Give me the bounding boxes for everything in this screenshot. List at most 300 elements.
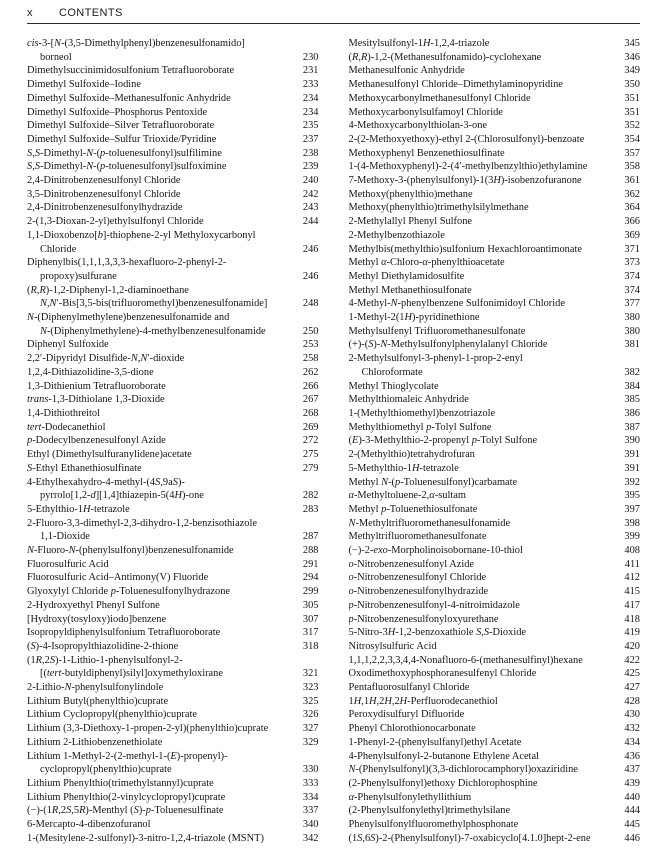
entry-page-number: 391 <box>624 449 640 461</box>
entry-title: Lithium (3,3-Diethoxy-1-propen-2-yl)(phenylthio)cuprate <box>27 723 269 735</box>
entry-title: 2-Methylbenzothiazole <box>348 229 445 241</box>
toc-entry <box>27 407 319 421</box>
toc-entry-line <box>349 736 641 750</box>
entry-page-number: 385 <box>624 394 640 406</box>
toc-entry-line <box>27 64 319 78</box>
toc-entry <box>27 613 319 627</box>
entry-page-number: 294 <box>302 572 319 584</box>
toc-entry-line <box>349 119 641 133</box>
toc-entry-line <box>349 160 641 174</box>
toc-entry-line <box>349 517 641 531</box>
entry-title: 4-Ethylhexahydro-4-methyl-(4S,9aS)- <box>27 476 185 488</box>
toc-entry-line <box>27 407 319 421</box>
entry-title: 2-(2-Methoxyethoxy)-ethyl 2-(Chlorosulfonyl)-benzoate <box>348 133 585 145</box>
entry-page-number: 380 <box>624 325 640 337</box>
entry-title: 1,1-Dioxide <box>40 531 90 543</box>
entry-title: 1,2,4-Dithiazolidine-3,5-dione <box>27 366 154 378</box>
toc-entry <box>349 352 641 379</box>
toc-entry <box>349 37 641 51</box>
entry-page-number: 317 <box>302 627 319 639</box>
toc-entry <box>27 777 319 791</box>
entry-page-number: 318 <box>302 640 319 652</box>
entry-page-number: 408 <box>624 545 640 557</box>
toc-entry <box>349 763 641 777</box>
entry-page-number: 415 <box>624 586 640 598</box>
toc-entry-line <box>349 147 641 161</box>
entry-title: N,N′-Bis[3,5-bis(trifluoromethyl)benzenesulfonamide] <box>40 298 268 310</box>
entry-title: Methanesulfonyl Chloride–Dimethylaminopyridine <box>348 79 563 91</box>
toc-entry <box>27 708 319 722</box>
toc-entry-line <box>349 229 641 243</box>
entry-page-number: 380 <box>624 312 640 324</box>
entry-title: Methoxy(phenylthio)trimethylsilylmethane <box>348 202 529 214</box>
toc-entry <box>27 544 319 558</box>
toc-columns <box>27 37 640 845</box>
toc-entry <box>27 119 319 133</box>
entry-page-number: 275 <box>302 449 319 461</box>
toc-entry <box>349 380 641 394</box>
toc-entry-line <box>27 366 319 380</box>
toc-entry-line <box>27 215 319 229</box>
toc-entry-line <box>27 517 319 531</box>
entry-title: Lithium Phenylthio(trimethylstannyl)cuprate <box>27 777 214 789</box>
entry-title: 1-(Methylthiomethyl)benzotriazole <box>348 407 496 419</box>
toc-entry <box>349 215 641 229</box>
entry-title: Mesitylsulfonyl-1H-1,2,4-triazole <box>348 38 490 49</box>
entry-page-number: 327 <box>302 723 319 735</box>
entry-title: (E)-3-Methylthio-2-propenyl p-Tolyl Sulfone <box>348 435 538 447</box>
toc-entry <box>27 585 319 599</box>
entry-page-number: 362 <box>624 188 640 200</box>
entry-page-number: 239 <box>302 161 319 173</box>
toc-entry-line <box>27 599 319 613</box>
toc-entry <box>349 448 641 462</box>
toc-entry <box>27 256 319 283</box>
toc-entry-line <box>349 78 641 92</box>
entry-page-number: 427 <box>624 682 640 694</box>
entry-page-number: 351 <box>624 92 640 104</box>
toc-entry <box>27 92 319 106</box>
toc-entry-line <box>27 462 319 476</box>
toc-entry-line <box>349 352 641 366</box>
entry-title: 6-Mercapto-4-dibenzofuranol <box>27 819 151 831</box>
toc-entry <box>349 147 641 161</box>
toc-entry <box>27 201 319 215</box>
entry-page-number: 422 <box>624 654 640 666</box>
toc-entry-line <box>349 476 641 490</box>
toc-entry-line <box>349 654 641 668</box>
toc-entry-line <box>27 722 319 736</box>
entry-page-number: 269 <box>302 421 319 433</box>
entry-title: 2-Lithio-N-phenylsulfonylindole <box>27 682 164 694</box>
entry-page-number: 374 <box>624 270 640 282</box>
toc-entry <box>27 448 319 462</box>
entry-page-number: 386 <box>624 407 640 419</box>
entry-title: (2-Phenylsulfonylethyl)trimethylsilane <box>348 805 511 817</box>
entry-title: Methylsulfenyl Trifluoromethanesulfonate <box>348 325 526 337</box>
entry-page-number: 345 <box>624 38 640 49</box>
toc-entry <box>27 421 319 435</box>
entry-title: borneol <box>40 51 72 63</box>
toc-entry-line <box>349 284 641 298</box>
toc-entry-line <box>27 393 319 407</box>
toc-entry <box>349 654 641 668</box>
entry-page-number: 384 <box>624 380 640 392</box>
entry-title: 3,5-Dinitrobenzenesulfonyl Chloride <box>27 188 181 200</box>
toc-entry-line <box>27 270 319 284</box>
toc-entry-line <box>349 448 641 462</box>
toc-entry-line <box>349 380 641 394</box>
entry-page-number: 373 <box>624 257 640 269</box>
entry-page-number: 395 <box>624 490 640 502</box>
entry-title: Methoxycarbonylmethanesulfonyl Chloride <box>348 92 531 104</box>
toc-entry-line <box>349 37 641 51</box>
toc-entry-line <box>349 722 641 736</box>
toc-entry <box>349 284 641 298</box>
toc-entry-line <box>349 421 641 435</box>
toc-entry <box>349 571 641 585</box>
toc-entry <box>27 106 319 120</box>
toc-entry-line <box>349 188 641 202</box>
entry-title: 2-Fluoro-3,3-dimethyl-2,3-dihydro-1,2-benzisothiazole <box>27 517 257 529</box>
entry-title: S-Ethyl Ethanethiosulfinate <box>27 462 142 474</box>
toc-entry <box>27 695 319 709</box>
entry-title: Phenylsulfonylfluoromethylphosphonate <box>348 819 519 831</box>
entry-page-number: 230 <box>302 51 319 63</box>
toc-entry-line <box>349 681 641 695</box>
toc-entry-line <box>27 78 319 92</box>
toc-entry-line <box>349 256 641 270</box>
toc-entry <box>349 201 641 215</box>
entry-page-number: 262 <box>302 366 319 378</box>
entry-title: 5-Methylthio-1H-tetrazole <box>348 462 459 474</box>
entry-page-number: 357 <box>624 147 640 159</box>
entry-page-number: 268 <box>302 407 319 419</box>
entry-title: Diphenylbis(1,1,1,3,3,3-hexafluoro-2-phenyl-2- <box>27 257 227 269</box>
entry-page-number: 267 <box>302 394 319 406</box>
entry-page-number: 381 <box>624 339 640 351</box>
toc-entry <box>349 174 641 188</box>
toc-entry <box>27 229 319 256</box>
toc-entry <box>349 338 641 352</box>
entry-page-number: 243 <box>302 202 319 214</box>
toc-entry-line <box>27 448 319 462</box>
toc-entry-line <box>349 434 641 448</box>
toc-entry-line <box>27 791 319 805</box>
entry-title: cyclopropyl(phenylthio)cuprate <box>40 764 172 776</box>
toc-entry-line <box>27 92 319 106</box>
entry-title: Glyoxylyl Chloride p-Toluenesulfonylhydrazone <box>27 586 231 598</box>
toc-entry-line <box>349 626 641 640</box>
entry-title: (R,R)-1,2-Diphenyl-1,2-diaminoethane <box>27 284 189 296</box>
toc-entry-line <box>27 434 319 448</box>
toc-entry <box>27 626 319 640</box>
toc-entry <box>27 818 319 832</box>
toc-entry-line <box>27 503 319 517</box>
toc-entry-line <box>349 174 641 188</box>
toc-entry-line <box>27 106 319 120</box>
entry-title: N-(Phenylsulfonyl)(3,3-dichlorocamphoryl)oxaziridine <box>348 764 578 776</box>
entry-page-number: 361 <box>624 175 640 187</box>
entry-title: 7-Methoxy-3-(phenylsulfonyl)-1(3H)-isobenzofuranone <box>348 175 582 187</box>
toc-entry-line <box>349 215 641 229</box>
toc-entry <box>349 530 641 544</box>
entry-title: tert-Dodecanethiol <box>27 421 106 433</box>
entry-title: Methyl N-(p-Toluenesulfonyl)carbamate <box>348 476 518 488</box>
entry-title: Lithium 1-Methyl-2-(2-methyl-1-(E)-propenyl)- <box>27 750 228 762</box>
entry-page-number: 351 <box>624 106 640 118</box>
toc-entry <box>349 106 641 120</box>
entry-title: Dimethyl Sulfoxide–Silver Tetrafluoroborate <box>27 120 215 132</box>
entry-title: 2-(Methylthio)tetrahydrofuran <box>348 449 475 461</box>
toc-entry-line <box>349 393 641 407</box>
toc-entry-line <box>349 489 641 503</box>
entry-page-number: 258 <box>302 353 319 365</box>
entry-title: 1-Phenyl-2-(phenylsulfanyl)ethyl Acetate <box>348 736 522 748</box>
entry-title: N-Methyltrifluoromethanesulfonamide <box>348 517 511 529</box>
toc-entry-line <box>27 51 319 65</box>
toc-entry <box>349 791 641 805</box>
toc-entry-line <box>349 804 641 818</box>
toc-entry <box>349 818 641 832</box>
toc-entry <box>349 243 641 257</box>
toc-entry <box>349 804 641 818</box>
toc-entry-line <box>349 791 641 805</box>
entry-page-number: 244 <box>302 216 319 228</box>
entry-title: S,S-Dimethyl-N-(p-toluenesulfonyl)sulfoximine <box>27 161 227 173</box>
entry-title: N-Fluoro-N-(phenylsulfonyl)benzenesulfonamide <box>27 545 234 557</box>
toc-entry-line <box>349 366 641 380</box>
entry-page-number: 382 <box>624 366 640 378</box>
entry-page-number: 272 <box>302 435 319 447</box>
entry-title: Chloride <box>40 243 77 255</box>
entry-title: Methylthiomethyl p-Tolyl Sulfone <box>348 421 492 433</box>
entry-title: p-Dodecylbenzenesulfonyl Azide <box>27 435 166 447</box>
entry-title: (−)-2-exo-Morpholinoisobornane-10-thiol <box>348 545 523 557</box>
toc-entry-line <box>27 256 319 270</box>
entry-title: N-(Diphenylmethylene)-4-methylbenzenesulfonamide <box>40 325 266 337</box>
toc-entry <box>27 338 319 352</box>
entry-page-number: 444 <box>624 805 640 817</box>
toc-entry-line <box>27 763 319 777</box>
entry-page-number: 354 <box>624 133 640 145</box>
entry-title: [Hydroxy(tosyloxy)iodo]benzene <box>27 613 167 625</box>
entry-page-number: 250 <box>302 325 319 337</box>
entry-title: Nitrosylsulfuric Acid <box>348 640 437 652</box>
entry-page-number: 371 <box>624 243 640 255</box>
entry-title: 2,2′-Dipyridyl Disulfide-N,N′-dioxide <box>27 353 185 365</box>
entry-page-number: 237 <box>302 133 319 145</box>
toc-entry <box>27 393 319 407</box>
toc-entry <box>27 832 319 846</box>
entry-title: 1-Methyl-2(1H)-pyridinethione <box>348 312 480 324</box>
entry-page-number: 238 <box>302 147 319 159</box>
toc-entry-line <box>27 160 319 174</box>
toc-entry <box>27 188 319 202</box>
entry-page-number: 231 <box>302 65 319 77</box>
toc-entry <box>349 434 641 448</box>
toc-entry <box>27 462 319 476</box>
entry-page-number: 417 <box>624 599 640 611</box>
entry-title: Methanesulfonic Anhydride <box>348 65 465 77</box>
entry-title: 2-(1,3-Dioxan-2-yl)ethylsulfonyl Chloride <box>27 216 204 228</box>
entry-title: pyrrolo[1,2-d][1,4]thiazepin-5(4H)-one <box>40 490 204 502</box>
toc-entry <box>349 832 641 846</box>
entry-page-number: 377 <box>624 298 640 310</box>
entry-page-number: 325 <box>302 695 319 707</box>
entry-title: Methyltrifluoromethanesulfonate <box>348 531 487 543</box>
toc-entry <box>27 78 319 92</box>
entry-title: Peroxydisulfuryl Difluoride <box>348 709 465 721</box>
entry-page-number: 392 <box>624 476 640 488</box>
toc-entry-line <box>349 51 641 65</box>
entry-title: 1,4-Dithiothreitol <box>27 407 101 419</box>
entry-page-number: 323 <box>302 682 319 694</box>
entry-title: o-Nitrobenzenesulfonylhydrazide <box>348 586 489 598</box>
entry-title: p-Nitrobenzenesulfonyl-4-nitroimidazole <box>348 599 520 611</box>
entry-page-number: 334 <box>302 791 319 803</box>
entry-page-number: 349 <box>624 65 640 77</box>
toc-entry-line <box>27 243 319 257</box>
toc-entry <box>27 366 319 380</box>
toc-entry <box>27 503 319 517</box>
toc-entry-line <box>27 119 319 133</box>
entry-page-number: 279 <box>302 462 319 474</box>
toc-entry <box>27 791 319 805</box>
toc-entry-line <box>349 708 641 722</box>
toc-entry <box>27 160 319 174</box>
entry-title: 1,3-Dithienium Tetrafluoroborate <box>27 380 166 392</box>
toc-entry <box>27 750 319 777</box>
toc-entry <box>27 654 319 681</box>
toc-entry <box>349 476 641 490</box>
toc-entry <box>349 160 641 174</box>
toc-entry <box>349 407 641 421</box>
entry-page-number: 369 <box>624 229 640 241</box>
entry-page-number: 425 <box>624 668 640 680</box>
entry-title: 2-Hydroxyethyl Phenyl Sulfone <box>27 599 160 611</box>
entry-title: 2,4-Dinitrobenzenesulfonylhydrazide <box>27 202 183 214</box>
toc-entry <box>349 585 641 599</box>
entry-title: 4-Methoxycarbonylthiolan-3-one <box>348 120 488 132</box>
toc-entry-line <box>27 736 319 750</box>
toc-entry-line <box>349 297 641 311</box>
entry-page-number: 307 <box>302 613 319 625</box>
entry-title: Methoxyphenyl Benzenethiosulfinate <box>348 147 505 159</box>
toc-entry-line <box>27 174 319 188</box>
entry-page-number: 246 <box>302 243 319 255</box>
header-rule <box>27 23 640 24</box>
entry-page-number: 419 <box>624 627 640 639</box>
toc-entry <box>349 393 641 407</box>
entry-page-number: 326 <box>302 709 319 721</box>
entry-title: (1S,6S)-2-(Phenylsulfonyl)-7-oxabicyclo[4.1.0]hept-2-ene <box>348 832 591 844</box>
toc-entry-line <box>349 695 641 709</box>
entry-title: 1,1-Dioxobenzo[b]-thiophene-2-yl Methyloxycarbonyl <box>27 229 256 241</box>
entry-title: Dimethyl Sulfoxide–Sulfur Trioxide/Pyridine <box>27 133 217 145</box>
toc-entry-line <box>27 695 319 709</box>
toc-entry-line <box>27 229 319 243</box>
toc-entry <box>27 174 319 188</box>
entry-page-number: 235 <box>302 120 319 132</box>
toc-entry <box>349 311 641 325</box>
toc-entry <box>349 119 641 133</box>
entry-title: Ethyl (Dimethylsulfuranylidene)acetate <box>27 449 192 461</box>
toc-entry-line <box>27 188 319 202</box>
toc-entry-line <box>27 201 319 215</box>
toc-entry <box>27 215 319 229</box>
entry-title: 2-Methylsulfonyl-3-phenyl-1-prop-2-enyl <box>348 353 523 365</box>
entry-title: Dimethyl Sulfoxide–Phosphorus Pentoxide <box>27 106 208 118</box>
toc-entry-line <box>349 311 641 325</box>
entry-page-number: 358 <box>624 161 640 173</box>
entry-title: Methyl Diethylamidosulfite <box>348 270 465 282</box>
toc-entry <box>27 147 319 161</box>
entry-title: α-Phenylsulfonylethyllithium <box>348 791 472 803</box>
toc-entry-line <box>27 654 319 668</box>
toc-entry-line <box>27 325 319 339</box>
toc-entry-line <box>27 284 319 298</box>
entry-title: Methyl Thioglycolate <box>348 380 439 392</box>
toc-entry-line <box>27 311 319 325</box>
entry-title: Methoxycarbonylsulfamoyl Chloride <box>348 106 503 118</box>
toc-entry-line <box>349 818 641 832</box>
entry-title: propoxy)sulfurane <box>40 270 117 282</box>
entry-page-number: 287 <box>302 531 319 543</box>
toc-entry-line <box>349 599 641 613</box>
entry-page-number: 397 <box>624 503 640 515</box>
toc-entry-line <box>27 585 319 599</box>
toc-entry <box>349 640 641 654</box>
toc-column-right <box>349 37 641 845</box>
toc-entry <box>27 736 319 750</box>
entry-title: α-Methyltoluene-2,α-sultam <box>348 490 466 502</box>
entry-title: Diphenyl Sulfoxide <box>27 339 109 351</box>
toc-entry-line <box>349 64 641 78</box>
toc-entry <box>349 64 641 78</box>
entry-page-number: 390 <box>624 435 640 447</box>
toc-entry <box>349 229 641 243</box>
toc-entry-line <box>349 640 641 654</box>
toc-entry-line <box>349 133 641 147</box>
toc-entry-line <box>349 750 641 764</box>
entry-page-number: 253 <box>302 339 319 351</box>
entry-title: S,S-Dimethyl-N-(p-toluenesulfonyl)sulfilimine <box>27 147 222 159</box>
toc-entry-line <box>27 297 319 311</box>
entry-title: 1,1,1,2,2,3,3,4,4-Nonafluoro-6-(methanesulfinyl)hexane <box>348 654 583 666</box>
toc-entry <box>27 284 319 311</box>
toc-entry <box>349 78 641 92</box>
toc-entry-line <box>27 421 319 435</box>
page-title: CONTENTS <box>59 7 123 19</box>
entry-title: Methoxy(phenylthio)methane <box>348 188 473 200</box>
toc-entry-line <box>27 352 319 366</box>
entry-title: 1-(Mesitylene-2-sulfonyl)-3-nitro-1,2,4-triazole (MSNT) <box>27 832 264 844</box>
toc-entry <box>27 380 319 394</box>
entry-title: Fluorosulfuric Acid <box>27 558 109 570</box>
entry-page-number: 374 <box>624 284 640 296</box>
entry-title: (R,R)-1,2-(Methanesulfonamido)-cyclohexane <box>348 51 542 63</box>
entry-title: Dimethyl Sulfoxide–Iodine <box>27 79 141 91</box>
entry-title: 1-(4-Methoxyphenyl)-2-(4′-methylbenzylthio)ethylamine <box>348 161 588 173</box>
entry-page-number: 340 <box>302 819 319 831</box>
toc-entry-line <box>27 640 319 654</box>
entry-page-number: 234 <box>302 106 319 118</box>
toc-entry-line <box>27 818 319 832</box>
toc-entry <box>349 613 641 627</box>
toc-entry <box>27 571 319 585</box>
entry-page-number: 391 <box>624 462 640 474</box>
